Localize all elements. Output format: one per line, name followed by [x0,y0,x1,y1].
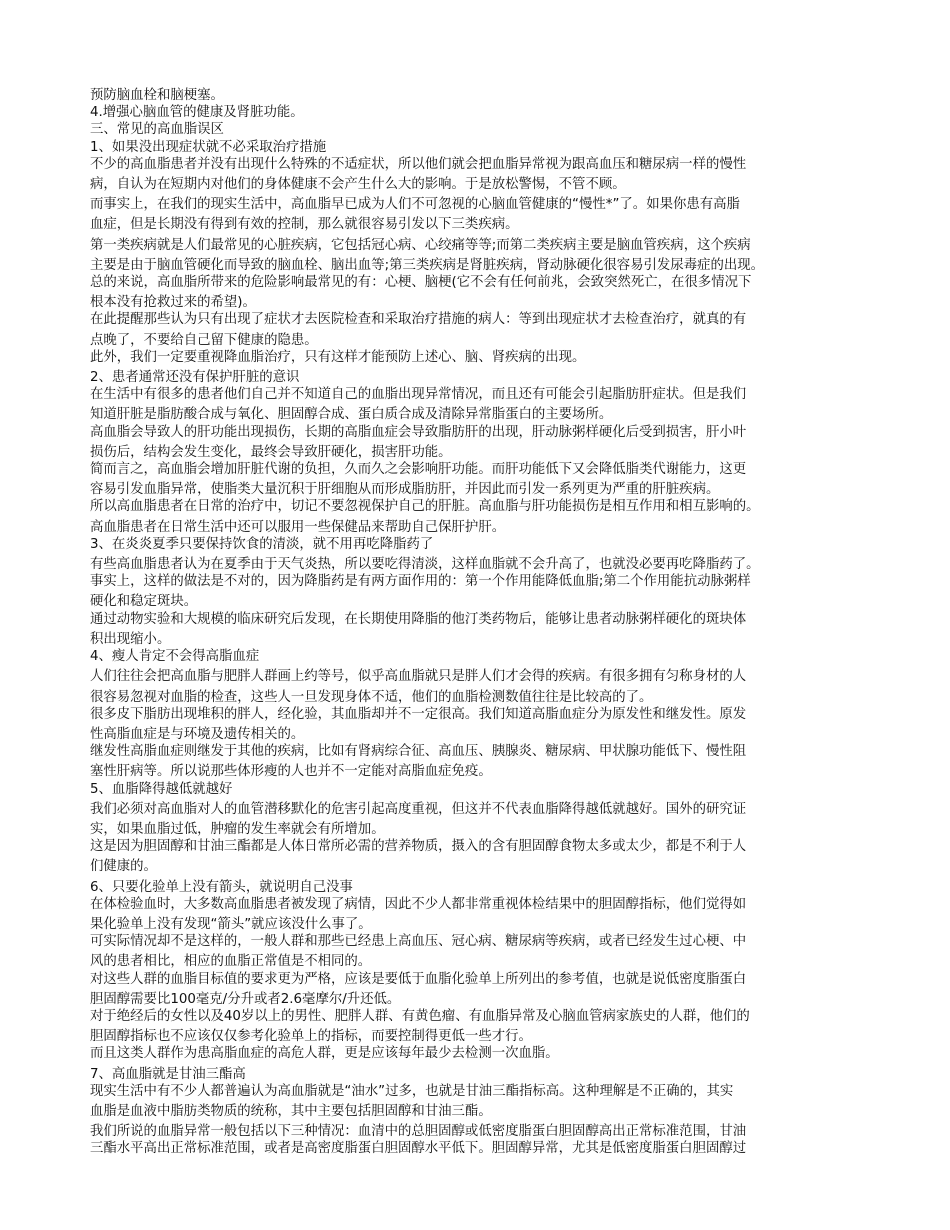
text-line: 性高脂血症是与环境及遗传相关的。 [90,726,305,742]
section-heading: 6、只要化验单上没有箭头，就说明自己没事 [90,879,353,895]
text-line: 胆固醇需要比100毫克/分升或者2.6毫摩尔/升还低。 [90,991,401,1007]
text-line: 简而言之，高血脂会增加肝脏代谢的负担，久而久之会影响肝功能。而肝功能低下又会降低脂类代谢能力，这更 [90,462,747,478]
text-line: 对于绝经后的女性以及40岁以上的男性、肥胖人群、有黄色瘤、有血脂异常及心脑血管病家族史的人群，他们的 [90,1008,750,1024]
text-line: 而且这类人群作为患高脂血症的高危人群，更是应该每年最少去检测一次血脂。 [90,1046,559,1062]
text-line: 很多皮下脂肪出现堆积的胖人，经化验，其血脂却并不一定很高。我们知道高脂血症分为原发性和继发性。原发 [90,706,747,722]
text-line: 血症，但是长期没有得到有效的控制，那么就很容易引发以下三类疾病。 [90,217,519,233]
text-line: 这是因为胆固醇和甘油三酯都是人体日常所必需的营养物质，摄入的含有胆固醇食物太多或太少，都是不利于人 [90,839,747,855]
text-line: 风的患者相比，相应的血脂正常值是不相同的。 [90,954,372,970]
text-line: 在生活中有很多的患者他们自己并不知道自己的血脂出现异常情况，而且还有可能会引起脂肪肝症状。但是我们 [90,387,747,403]
text-line: 在体检验血时，大多数高血脂患者被发现了病情，因此不少人都非常重视体检结果中的胆固醇指标，他们觉得如 [90,896,747,912]
section-heading: 4、瘦人肯定不会得高脂血症 [90,649,260,665]
text-line: 高血脂患者在日常生活中还可以服用一些保健品来帮助自己保肝护肝。 [90,519,506,535]
text-line: 现实生活中有不少人都普遍认为高血脂就是“油水”过多，也就是甘油三酯指标高。这种理解是不正确的，其实 [90,1083,734,1099]
section-heading: 三、常见的高血脂误区 [90,122,224,138]
text-line: 点晚了，不要给自己留下健康的隐患。 [90,332,318,348]
text-line: 果化验单上没有发现“箭头”就应该没什么事了。 [90,916,372,932]
text-line: 容易引发血脂异常，使脂类大量沉积于肝细胞从而形成脂肪肝，并因此而引发一系列更为严重的肝脏疾病。 [90,482,720,498]
text-line: 根本没有抢救过来的希望)。 [90,295,256,311]
text-line: 4.增强心脑血管的健康及肾脏功能。 [90,105,304,121]
section-heading: 7、高血脂就是甘油三酯高 [90,1066,246,1082]
text-line: 实，如果血脂过低，肿瘤的发生率就会有所增加。 [90,821,385,837]
text-line: 此外，我们一定要重视降血脂治疗，只有这样才能预防上述心、脑、肾疾病的出现。 [90,349,586,365]
text-line: 对这些人群的血脂目标值的要求更为严格，应该是要低于血脂化验单上所列出的参考值，也就是说低密度脂蛋白 [90,971,747,987]
text-line: 很容易忽视对血脂的检查，这些人一旦发现身体不适，他们的血脂检测数值往往是比较高的了。 [90,689,653,705]
text-line: 第一类疾病就是人们最常见的心脏疾病，它包括冠心病、心绞痛等等;而第二类疾病主要是脑血管疾病，这个疾病 [90,237,751,253]
text-line: 通过动物实验和大规模的临床研究后发现，在长期使用降脂的他汀类药物后，能够让患者动脉粥样硬化的斑块体 [90,611,747,627]
text-line: 血脂是血液中脂肪类物质的统称，其中主要包括胆固醇和甘油三酯。 [90,1103,492,1119]
text-line: 预防脑血栓和脑梗塞。 [90,88,224,103]
text-line: 损伤后，结构会发生变化，最终会导致肝硬化，损害肝功能。 [90,444,452,460]
text-line: 而事实上，在我们的现实生活中，高血脂早已成为人们不可忽视的心脑血管健康的“慢性*”了。如果你患有高脂 [90,197,740,213]
text-line: 事实上，这样的做法是不对的，因为降脂药是有两方面作用的：第一个作用能降低血脂;第二个作用能抗动脉粥样 [90,574,751,590]
section-heading: 5、血脂降得越低就越好 [90,781,233,797]
text-line: 我们必须对高血脂对人的血管潜移默化的危害引起高度重视，但这并不代表血脂降得越低就越好。国外的研究证 [90,801,747,817]
text-line: 我们所说的血脂异常一般包括以下三种情况：血清中的总胆固醇或低密度脂蛋白胆固醇高出正常标准范围，甘油 [90,1124,747,1140]
text-line: 积出现缩小。 [90,631,171,647]
text-line: 高血脂会导致人的肝功能出现损伤，长期的高脂血症会导致脂肪肝的出现，肝动脉粥样硬化后受到损害，肝小叶 [90,424,747,440]
text-line: 主要是由于脑血管硬化而导致的脑血栓、脑出血等;第三类疾病是肾脏疾病，肾动脉硬化很容易引发尿毒症的出现。 [90,257,765,273]
text-line: 们健康的。 [90,859,157,875]
text-line: 继发性高脂血症则继发于其他的疾病，比如有肾病综合征、高血压、胰腺炎、糖尿病、甲状腺功能低下、慢性阻 [90,744,747,760]
text-line: 总的来说，高血脂所带来的危险影响最常见的有：心梗、脑梗(它不会有任何前兆，会致突然死亡，在很多情况下 [90,275,752,291]
text-line: 可实际情况却不是这样的，一般人群和那些已经患上高血压、冠心病、糖尿病等疾病，或者已经发生过心梗、中 [90,934,747,950]
text-line: 有些高血脂患者认为在夏季由于天气炎热，所以要吃得清淡，这样血脂就不会升高了，也就没必要再吃降脂药了。 [90,557,760,573]
section-heading: 1、如果没出现症状就不必采取治疗措施 [90,139,327,155]
text-line: 病，自认为在短期内对他们的身体健康不会产生什么大的影响。于是放松警惕，不管不顾。 [90,177,626,193]
section-heading: 2、患者通常还没有保护肝脏的意识 [90,370,300,386]
text-line: 不少的高血脂患者并没有出现什么特殊的不适症状，所以他们就会把血脂异常视为跟高血压和糖尿病一样的慢性 [90,156,747,172]
text-line: 人们往往会把高血脂与肥胖人群画上约等号，似乎高血脂就只是胖人们才会得的疾病。有很多拥有匀称身材的人 [90,669,747,685]
text-line: 所以高血脂患者在日常的治疗中，切记不要忽视保护自己的肝脏。高血脂与肝功能损伤是相互作用和相互影响的。 [90,499,760,515]
text-line: 塞性肝病等。所以说那些体形瘦的人也并不一定能对高脂血症免疫。 [90,764,492,780]
document-body [90,87,870,1158]
section-heading: 3、在炎炎夏季只要保持饮食的清淡，就不用再吃降脂药了 [90,536,434,552]
text-line: 硬化和稳定斑块。 [90,594,198,610]
text-line: 在此提醒那些认为只有出现了症状才去医院检查和采取治疗措施的病人：等到出现症状才去检查治疗，就真的有 [90,312,747,328]
text-line: 知道肝脏是脂肪酸合成与氧化、胆固醇合成、蛋白质合成及清除异常脂蛋白的主要场所。 [90,407,613,423]
text-line: 胆固醇指标也不应该仅仅参考化验单上的指标，而要控制得更低一些才行。 [90,1029,532,1045]
text-line: 三酯水平高出正常标准范围，或者是高密度脂蛋白胆固醇水平低下。胆固醇异常，尤其是低密度脂蛋白胆固醇过 [90,1141,747,1157]
